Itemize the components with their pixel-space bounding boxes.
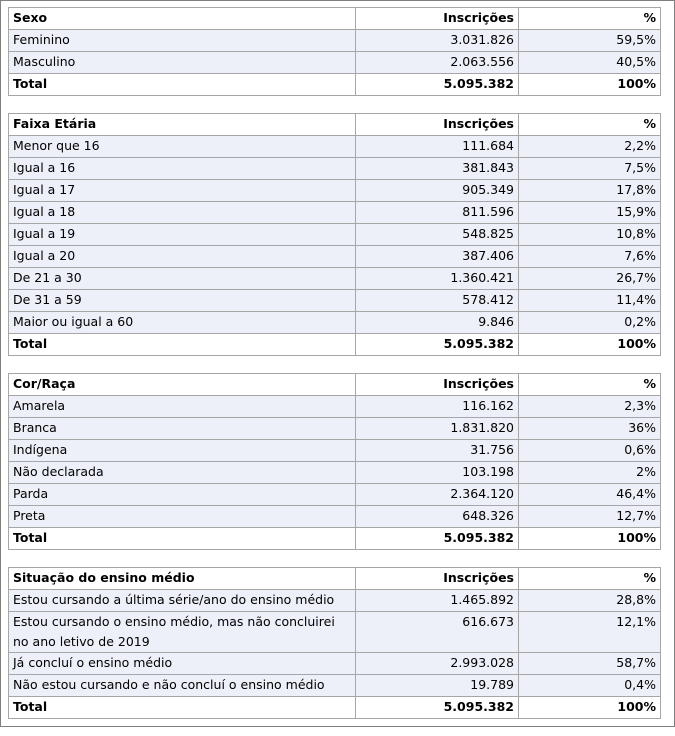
table-row xyxy=(9,158,661,180)
row-inscricoes: 2.063.556 xyxy=(356,52,519,74)
row-label: Parda xyxy=(9,484,356,506)
row-percent: 58,7% xyxy=(519,653,661,675)
table-row xyxy=(9,484,661,506)
row-inscricoes: 1.360.421 xyxy=(356,268,519,290)
row-label: Igual a 20 xyxy=(9,246,356,268)
table-row xyxy=(9,202,661,224)
table-row xyxy=(9,418,661,440)
row-percent: 46,4% xyxy=(519,484,661,506)
table-row xyxy=(9,675,661,697)
header-category: Situação do ensino médio xyxy=(9,568,356,590)
row-percent: 40,5% xyxy=(519,52,661,74)
header-category: Faixa Etária xyxy=(9,114,356,136)
header-percent: % xyxy=(519,114,661,136)
row-label: Indígena xyxy=(9,440,356,462)
table-cor-raca xyxy=(8,373,661,550)
total-percent: 100% xyxy=(519,697,661,719)
row-inscricoes: 2.364.120 xyxy=(356,484,519,506)
row-inscricoes: 578.412 xyxy=(356,290,519,312)
row-label: Igual a 19 xyxy=(9,224,356,246)
row-percent: 59,5% xyxy=(519,30,661,52)
table-total-row xyxy=(9,697,661,719)
table-row xyxy=(9,612,661,653)
table-row xyxy=(9,440,661,462)
row-label: Masculino xyxy=(9,52,356,74)
header-inscricoes: Inscrições xyxy=(356,114,519,136)
row-percent: 7,6% xyxy=(519,246,661,268)
table-row xyxy=(9,396,661,418)
row-percent: 12,1% xyxy=(519,612,661,653)
table-row xyxy=(9,180,661,202)
total-percent: 100% xyxy=(519,528,661,550)
table-row xyxy=(9,653,661,675)
table-row xyxy=(9,136,661,158)
total-label: Total xyxy=(9,334,356,356)
table-situacao-ensino-medio xyxy=(8,567,661,719)
table-row xyxy=(9,506,661,528)
row-inscricoes: 905.349 xyxy=(356,180,519,202)
row-percent: 28,8% xyxy=(519,590,661,612)
table-total-row xyxy=(9,74,661,96)
row-label: Igual a 16 xyxy=(9,158,356,180)
table-total-row xyxy=(9,528,661,550)
header-category: Sexo xyxy=(9,8,356,30)
row-inscricoes: 616.673 xyxy=(356,612,519,653)
header-percent: % xyxy=(519,568,661,590)
row-percent: 2,2% xyxy=(519,136,661,158)
table-row xyxy=(9,462,661,484)
total-label: Total xyxy=(9,697,356,719)
row-inscricoes: 811.596 xyxy=(356,202,519,224)
total-inscricoes: 5.095.382 xyxy=(356,74,519,96)
header-inscricoes: Inscrições xyxy=(356,568,519,590)
table-row xyxy=(9,312,661,334)
total-inscricoes: 5.095.382 xyxy=(356,528,519,550)
table-header-row xyxy=(9,568,661,590)
table-row xyxy=(9,52,661,74)
row-label: Igual a 18 xyxy=(9,202,356,224)
row-inscricoes: 381.843 xyxy=(356,158,519,180)
row-inscricoes: 111.684 xyxy=(356,136,519,158)
row-percent: 0,4% xyxy=(519,675,661,697)
row-percent: 2% xyxy=(519,462,661,484)
row-inscricoes: 116.162 xyxy=(356,396,519,418)
table-header-row xyxy=(9,114,661,136)
row-percent: 0,6% xyxy=(519,440,661,462)
total-inscricoes: 5.095.382 xyxy=(356,334,519,356)
row-percent: 10,8% xyxy=(519,224,661,246)
table-row xyxy=(9,590,661,612)
table-row xyxy=(9,246,661,268)
table-sexo xyxy=(8,7,661,96)
row-inscricoes: 9.846 xyxy=(356,312,519,334)
row-inscricoes: 2.993.028 xyxy=(356,653,519,675)
row-percent: 11,4% xyxy=(519,290,661,312)
row-label: Igual a 17 xyxy=(9,180,356,202)
row-inscricoes: 648.326 xyxy=(356,506,519,528)
row-label: Branca xyxy=(9,418,356,440)
table-faixa-etaria xyxy=(8,113,661,356)
header-inscricoes: Inscrições xyxy=(356,8,519,30)
row-inscricoes: 3.031.826 xyxy=(356,30,519,52)
header-inscricoes: Inscrições xyxy=(356,374,519,396)
row-inscricoes: 19.789 xyxy=(356,675,519,697)
total-label: Total xyxy=(9,74,356,96)
table-total-row xyxy=(9,334,661,356)
total-inscricoes: 5.095.382 xyxy=(356,697,519,719)
row-label: Não declarada xyxy=(9,462,356,484)
row-label: Menor que 16 xyxy=(9,136,356,158)
row-percent: 7,5% xyxy=(519,158,661,180)
table-row xyxy=(9,290,661,312)
row-inscricoes: 31.756 xyxy=(356,440,519,462)
row-label: De 31 a 59 xyxy=(9,290,356,312)
header-percent: % xyxy=(519,374,661,396)
row-percent: 36% xyxy=(519,418,661,440)
row-inscricoes: 548.825 xyxy=(356,224,519,246)
row-percent: 15,9% xyxy=(519,202,661,224)
table-header-row xyxy=(9,374,661,396)
tables-container xyxy=(8,7,660,736)
row-percent: 0,2% xyxy=(519,312,661,334)
row-label: Amarela xyxy=(9,396,356,418)
header-percent: % xyxy=(519,8,661,30)
row-inscricoes: 103.198 xyxy=(356,462,519,484)
total-label: Total xyxy=(9,528,356,550)
row-percent: 12,7% xyxy=(519,506,661,528)
table-row xyxy=(9,268,661,290)
row-label: De 21 a 30 xyxy=(9,268,356,290)
row-label: Não estou cursando e não concluí o ensino médio xyxy=(9,675,356,697)
row-label: Preta xyxy=(9,506,356,528)
total-percent: 100% xyxy=(519,334,661,356)
row-inscricoes: 387.406 xyxy=(356,246,519,268)
row-label: Maior ou igual a 60 xyxy=(9,312,356,334)
row-label: Feminino xyxy=(9,30,356,52)
row-label: Estou cursando o ensino médio, mas não concluirei no ano letivo de 2019 xyxy=(9,612,356,653)
table-header-row xyxy=(9,8,661,30)
row-percent: 26,7% xyxy=(519,268,661,290)
header-category: Cor/Raça xyxy=(9,374,356,396)
table-row xyxy=(9,30,661,52)
row-inscricoes: 1.465.892 xyxy=(356,590,519,612)
row-inscricoes: 1.831.820 xyxy=(356,418,519,440)
row-label: Já concluí o ensino médio xyxy=(9,653,356,675)
row-label: Estou cursando a última série/ano do ensino médio xyxy=(9,590,356,612)
row-percent: 17,8% xyxy=(519,180,661,202)
row-percent: 2,3% xyxy=(519,396,661,418)
table-row xyxy=(9,224,661,246)
total-percent: 100% xyxy=(519,74,661,96)
